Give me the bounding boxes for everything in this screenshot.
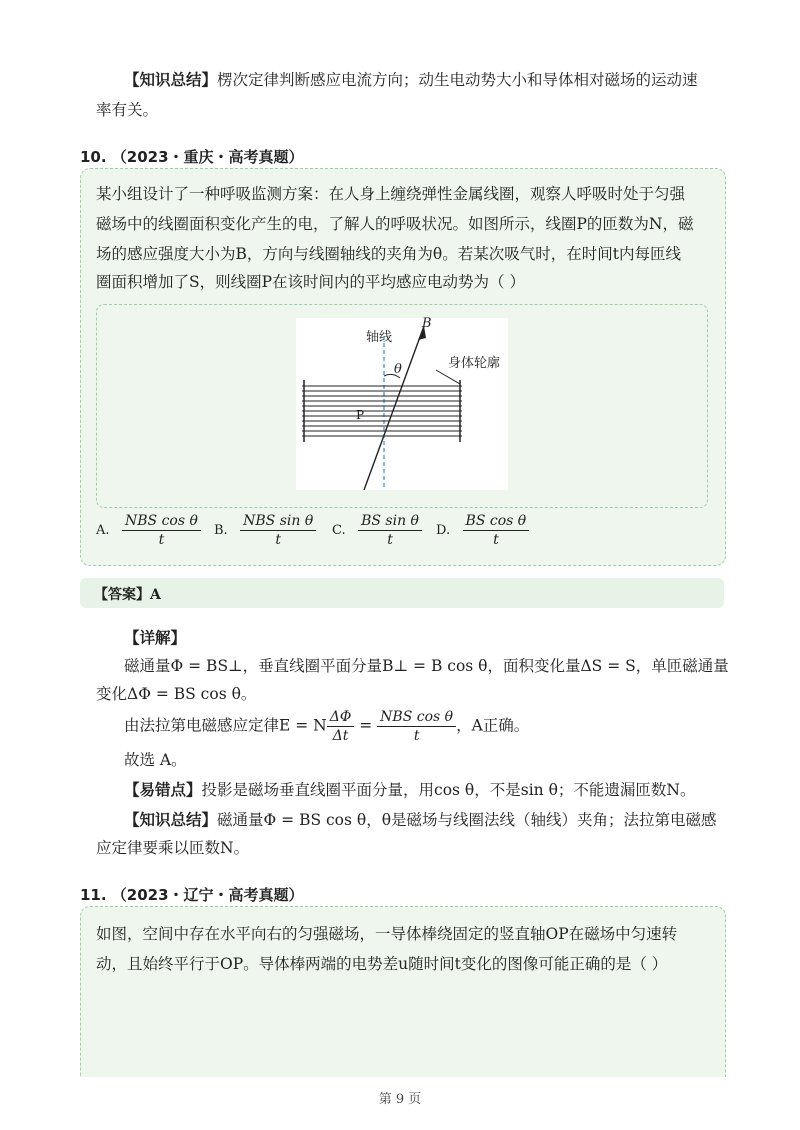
body-contour-label: 身体轮廓 [448, 356, 501, 371]
explain-line-1: 磁通量Φ = BS⊥，垂直线圈平面分量B⊥ = B cos θ，面积变化量ΔS = S，单匝磁通量 [124, 657, 729, 675]
q10-line-3: 场的感应强度大小为B，方向与线圈轴线的夹角为θ。若某次吸气时，在时间t内每匝线 [96, 245, 681, 263]
faraday-line: 由法拉第电磁感应定律E = N $\frac{\Delta\Phi}{\Delta t}$ = $\frac{\text{NBS cos θ}}{t}$ ，A正确。 [124, 709, 530, 744]
explain-line-2: 变化ΔΦ = BS cos θ。 [96, 685, 257, 703]
page-number: 第 9 页 [378, 1092, 422, 1107]
q11-line-1: 如图，空间中存在水平向右的匀强磁场，一导体棒绕固定的竖直轴OP在磁场中匀速转 [96, 925, 678, 943]
q10-line-1: 某小组设计了一种呼吸监测方案：在人身上缠绕弹性金属线圈，观察人呼吸时处于匀强 [96, 185, 686, 203]
option-b[interactable]: B. $\frac{\text{NBS sin θ}}{t}$ [214, 512, 316, 549]
q10-line-2: 磁场中的线圈面积变化产生的电，了解人的呼吸状况。如图所示，线圈P的匝数为N，磁 [96, 215, 694, 233]
q10-line-4: 圈面积增加了S，则线圈P在该时间内的平均感应电动势为（ ） [96, 273, 525, 291]
top-summary-line1 [124, 66, 764, 94]
q10-coil-figure [296, 318, 508, 490]
answer-text: 【答案】A [94, 587, 161, 603]
top-summary-text1: 楞次定律判断感应电流方向；动生电动势大小和导体相对磁场的运动速 [217, 71, 698, 89]
explain-tag: 【详解】 [124, 628, 187, 647]
option-a[interactable]: A. $\frac{\text{NBS cos θ}}{t}$ [96, 512, 201, 549]
mistake-line: 【易错点】投影是磁场垂直线圈平面分量，用cos θ，不是sin θ；不能遗漏匝数N。 [124, 780, 696, 799]
q10-heading: 10. （2023・重庆・高考真题） [80, 148, 304, 166]
p-label: P [356, 408, 365, 422]
choose-line: 故选 A。 [124, 751, 187, 769]
q11-line-2: 动，且始终平行于OP。导体棒两端的电势差u随时间t变化的图像可能正确的是（ ） [96, 955, 668, 973]
theta-label: θ [394, 362, 402, 377]
top-summary-line2: 率有关。 [96, 101, 159, 119]
axis-label: 轴线 [366, 330, 393, 345]
option-c[interactable]: C. $\frac{\text{BS sin θ}}{t}$ [332, 512, 422, 549]
b-label: B [422, 316, 432, 331]
answer-bar [80, 578, 724, 608]
q11-heading: 11. （2023・辽宁・高考真题） [80, 886, 304, 904]
top-summary-tag: 【知识总结】 [124, 70, 218, 89]
summary-line-2: 应定律要乘以匝数N。 [96, 839, 250, 857]
summary-line-1: 【知识总结】磁通量Φ = BS cos θ，θ是磁场与线圈法线（轴线）夹角；法拉第电磁感 [124, 810, 717, 829]
option-d[interactable]: D. $\frac{\text{BS cos θ}}{t}$ [436, 512, 529, 549]
